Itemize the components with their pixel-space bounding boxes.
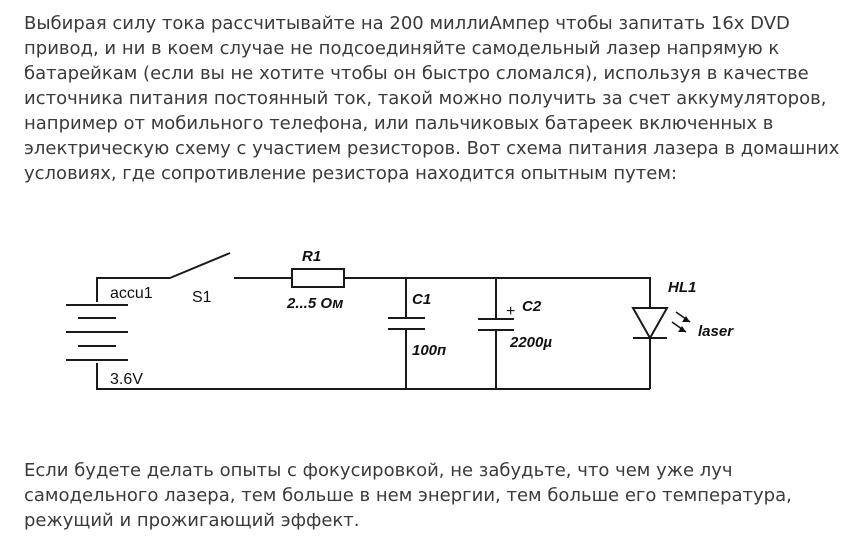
closing-paragraph: Если будете делать опыты с фокусировкой, не забудьте, что чем уже луч самодельного лазера, тем больше в нем энергии, тем больше его температура, режущий и прожигающий эффект. [24, 460, 792, 531]
battery-voltage-label: 3.6V [110, 371, 143, 388]
diode-label: HL1 [668, 279, 697, 296]
battery-accu1 [66, 305, 128, 360]
battery-label: accu1 [110, 285, 153, 302]
intro-paragraph: Выбирая силу тока рассчитывайте на 200 миллиАмпер чтобы запитать 16х DVD привод, и ни в коем случае не подсоединяйте самодельный лазер напрямую к батарейкам (если вы не хотите чтобы он быстро сломался), используя в качестве источника питания постоянный ток, такой можно получить за счет аккумуляторов, например от мобильного телефона, или пальчиковых батареек включенных в электрическую схему с участием резисторов. Вот схема питания лазера в домашних условиях, где сопротивление резистора находится опытным путем: [24, 13, 840, 184]
capacitor-c2-value: 2200µ [510, 334, 553, 351]
capacitor-c1-label: C1 [412, 291, 432, 308]
wire-ground-bottom [97, 363, 650, 389]
capacitor-c2-plus: + [506, 303, 516, 320]
resistor-value: 2...5 Ом [287, 295, 344, 312]
diode-hl1-triangle [633, 308, 667, 338]
resistor-label: R1 [302, 248, 322, 265]
capacitor-c1-value: 100п [412, 342, 447, 359]
switch-label: S1 [192, 289, 212, 306]
capacitor-c2-label: C2 [522, 298, 542, 315]
laser-emission-arrows [672, 312, 690, 332]
resistor-r1 [292, 269, 344, 287]
diode-laser-note: laser [698, 323, 734, 340]
switch-lever [170, 253, 230, 278]
